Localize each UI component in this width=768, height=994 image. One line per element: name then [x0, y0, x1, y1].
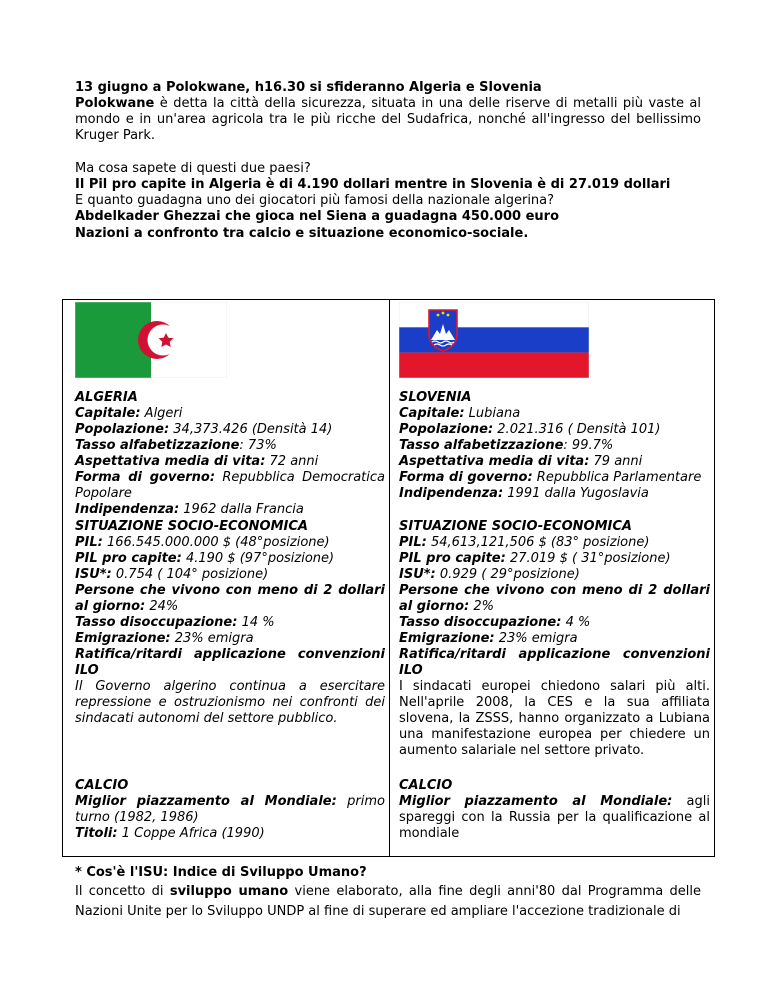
question-1: Ma cosa sapete di questi due paesi?: [75, 161, 311, 176]
slovenia-socio: SITUAZIONE SOCIO-ECONOMICA PIL: 54,613,121,506 $ (83° posizione) PIL pro capite: 27.019 $ ( 31°posizione) ISU*: 0.929 ( 29°posizione) Persone che vivono con meno di 2 dollari al giorno: 2% Tasso disoccupazione: 4 % Emigrazione: 23% emigra Ratifica/ritardi applicazione convenzioni ILO I sindacati europei chiedono salari più alti. Nell'aprile 2008, la CES e la sua affiliata slovena, la ZSSS, hanno organizzato a Lubiana una manifestazione europea per chiedere un aumento salariale nel settore privato.: [399, 519, 710, 758]
slovenia-flag: [399, 302, 589, 378]
section-title-block: [75, 226, 701, 242]
slovenia-info: SLOVENIA Capitale: Lubiana Popolazione: 2.021.316 ( Densità 101) Tasso alfabetizzazione: 99.7% Aspettativa media di vita: 79 anni Forma di governo: Repubblica Parlamentare Indipendenza: 1991 dalla Yugoslavia: [399, 390, 710, 502]
footnote-text: Il concetto di sviluppo umano viene elaborato, alla fine degli anni'80 dal Programma delle Nazioni Unite per lo Sviluppo UNDP al fine di superare ed ampliare l'accezione tradizionale di: [75, 884, 701, 919]
algeria-info: ALGERIA Capitale: Algeri Popolazione: 34,373.426 (Densità 14) Tasso alfabetizzazione: 73% Aspettativa media di vita: 72 anni Forma di governo: Repubblica Democratica Popolare Indipendenza: 1962 dalla Francia: [75, 390, 385, 517]
section-title: Nazioni a confronto tra calcio e situazione economico-sociale.: [75, 226, 529, 241]
algeria-column: [63, 300, 390, 857]
slovenia-calcio: CALCIO Miglior piazzamento al Mondiale: agli spareggi con la Russia per la qualificazione al mondiale: [399, 778, 710, 841]
intro-block: [75, 80, 701, 144]
headline: 13 giugno a Polokwane, h16.30 si sfideranno Algeria e Slovenia: [75, 80, 542, 95]
slovenia-column: [390, 300, 715, 857]
country-name: ALGERIA: [75, 390, 138, 405]
pil-fact: Il Pil pro capite in Algeria è di 4.190 dollari mentre in Slovenia è di 27.019 dollari: [75, 177, 671, 192]
algeria-calcio: CALCIO Miglior piazzamento al Mondiale: primo turno (1982, 1986) Titoli: 1 Coppe Africa (1990): [75, 778, 385, 841]
questions-block: [75, 161, 701, 225]
city-paragraph: [75, 96, 701, 144]
algeria-flag: [75, 302, 227, 378]
player-fact: Abdelkader Ghezzai che gioca nel Siena a guadagna 450.000 euro: [75, 209, 560, 224]
footnote: [75, 864, 701, 922]
question-2: E quanto guadagna uno dei giocatori più famosi della nazionale algerina?: [75, 193, 555, 208]
footnote-title: * Cos'è l'ISU: Indice di Sviluppo Umano?: [75, 865, 367, 880]
city-description: è detta la città della sicurezza, situata in una delle riserve di metalli più vaste al mondo e in un'area agricola tra le più ricche del Sudafrica, nonché all'ingresso del bellissimo Kruger Park.: [75, 96, 701, 143]
city-name: Polokwane: [75, 96, 155, 111]
algeria-socio: SITUAZIONE SOCIO-ECONOMICA PIL: 166.545.000.000 $ (48°posizione) PIL pro capite: 4.190 $ (97°posizione) ISU*: 0.754 ( 104° posizione) Persone che vivono con meno di 2 dollari al giorno: 24% Tasso disoccupazione: 14 % Emigrazione: 23% emigra Ratifica/ritardi applicazione convenzioni ILO Il Governo algerino continua a esercitare repressione e ostruzionismo nei confronti dei sindacati autonomi del settore pubblico.: [75, 519, 385, 726]
comparison-table: [62, 299, 715, 857]
country-name: SLOVENIA: [399, 390, 472, 405]
